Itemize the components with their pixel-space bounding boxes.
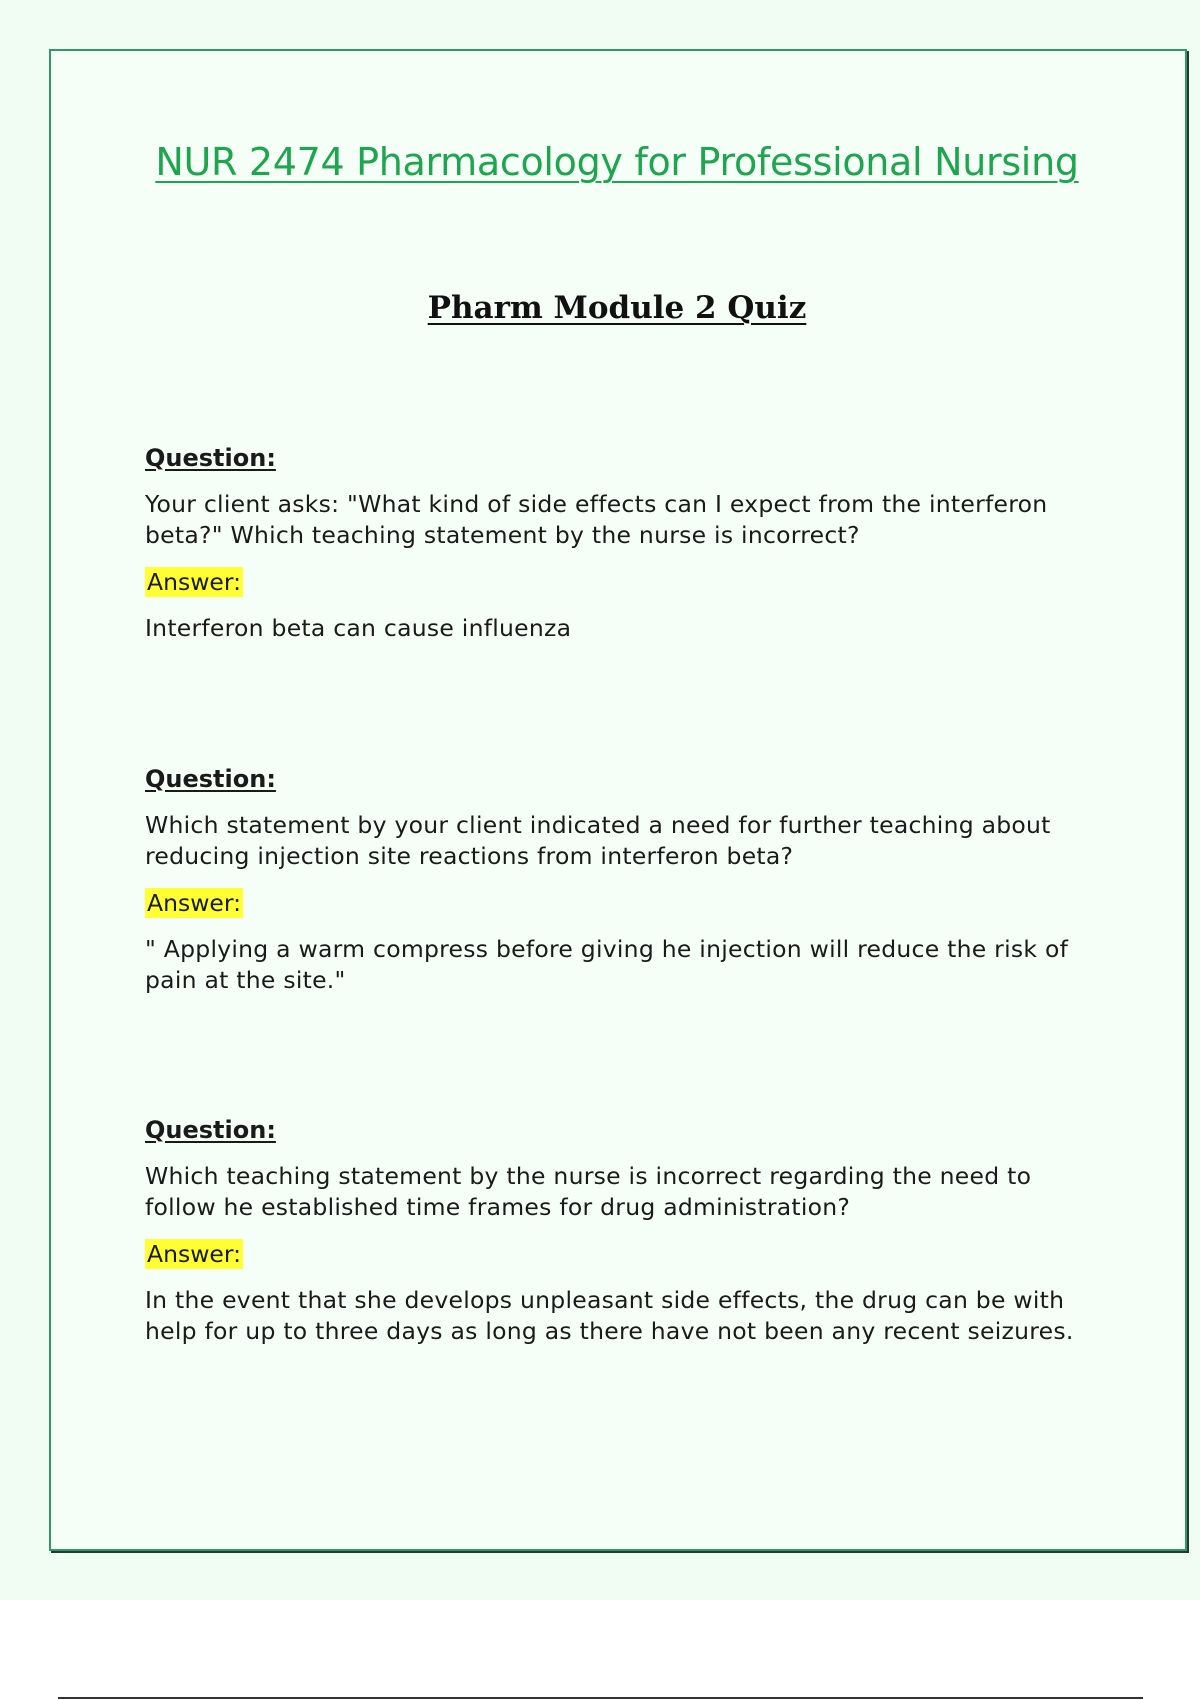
question-label: Question: — [145, 765, 276, 793]
document-subtitle: Pharm Module 2 Quiz — [427, 290, 807, 326]
answer-label: Answer: — [147, 1240, 242, 1268]
question-label: Question: — [145, 444, 276, 472]
answer-text: Interferon beta can cause influenza — [145, 614, 572, 642]
document-title: NUR 2474 Pharmacology for Professional Nursing — [155, 140, 1079, 184]
qa-block-1 — [145, 443, 1095, 644]
qa-block-3 — [145, 1115, 1095, 1347]
page-bottom-divider — [58, 1697, 1143, 1699]
answer-text: In the event that she develops unpleasant side effects, the drug can be with help for up to three days as long as there have not been any recent seizures. — [145, 1286, 1074, 1345]
question-text: Which teaching statement by the nurse is incorrect regarding the need to follow he established time frames for drug administration? — [145, 1162, 1032, 1221]
question-text: Which statement by your client indicated a need for further teaching about reducing injection site reactions from interferon beta? — [145, 811, 1051, 870]
qa-block-2 — [145, 764, 1095, 996]
answer-label: Answer: — [147, 889, 242, 917]
question-text: Your client asks: "What kind of side effects can I expect from the interferon beta?" Which teaching statement by the nurse is incorrect? — [145, 490, 1048, 549]
question-label: Question: — [145, 1116, 276, 1144]
answer-text: " Applying a warm compress before giving he injection will reduce the risk of pain at the site." — [145, 935, 1069, 994]
answer-label: Answer: — [147, 568, 242, 596]
